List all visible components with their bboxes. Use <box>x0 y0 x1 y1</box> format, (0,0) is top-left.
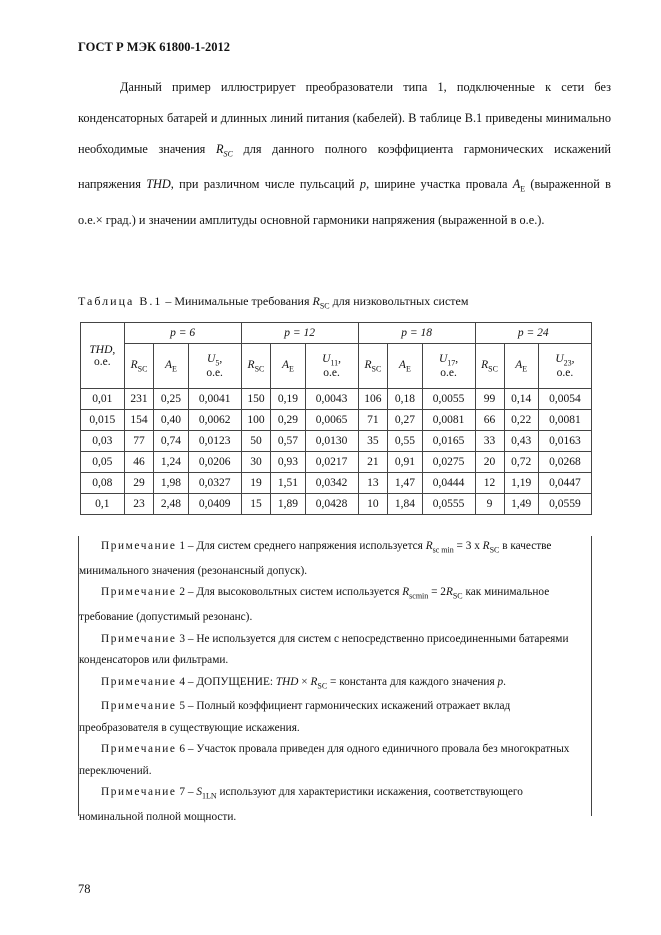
page-number: 78 <box>78 882 91 896</box>
table-row <box>81 452 592 473</box>
table-cell: 0,40 <box>154 410 188 431</box>
table-cell: 0,015 <box>81 410 125 431</box>
table-cell: 0,57 <box>271 431 305 452</box>
table-cell: 1,89 <box>271 494 305 515</box>
note-7: Примечание $7 - S_{1LN}$ используют для характеристики искажения, соответствующего номинальной полной мощности. <box>79 786 523 823</box>
table-cell: 0,0054 <box>538 389 591 410</box>
table-cell: 1,84 <box>388 494 422 515</box>
rsc-col-header: $R_{SC}$ <box>124 344 154 389</box>
table-cell: 0,27 <box>388 410 422 431</box>
notes-block <box>78 536 592 823</box>
table-cell: 100 <box>241 410 271 431</box>
table-cell: 1,24 <box>154 452 188 473</box>
table-cell: 1,19 <box>504 473 538 494</box>
table-cell: 50 <box>241 431 271 452</box>
ae-col-header: $A_E$ <box>154 344 188 389</box>
table-cell: 0,25 <box>154 389 188 410</box>
note-5: Примечание 5 – Полный коэффициент гармонических искажений отражает вклад преобразователя в существующие искажения. <box>79 700 511 734</box>
table-cell: 0,0041 <box>188 389 241 410</box>
ae-col-header: $A_E$ <box>271 344 305 389</box>
table-cell: 0,05 <box>81 452 125 473</box>
table-cell: 0,91 <box>388 452 422 473</box>
table-cell: 0,55 <box>388 431 422 452</box>
table-cell: 0,74 <box>154 431 188 452</box>
table-cell: 1,49 <box>504 494 538 515</box>
table-cell: 19 <box>241 473 271 494</box>
table-cell: 15 <box>241 494 271 515</box>
note-6: Примечание 6 – Участок провала приведен для одного единичного провала без многократных переключений. <box>79 743 570 777</box>
table-cell: 0,0559 <box>538 494 591 515</box>
rsc-col-header: $R_{SC}$ <box>358 344 388 389</box>
table-cell: 99 <box>475 389 504 410</box>
table-row <box>81 410 592 431</box>
table-cell: 0,0123 <box>188 431 241 452</box>
table-cell: 1,98 <box>154 473 188 494</box>
table-body <box>81 389 592 515</box>
table-cell: 21 <box>358 452 388 473</box>
requirements-table <box>80 322 592 515</box>
rsc-col-header: $R_{SC}$ <box>241 344 271 389</box>
note-3: Примечание 3 – Не используется для систем с непосредственно присоединенными батареями конденсаторов или фильтрами. <box>79 632 569 666</box>
table-cell: 35 <box>358 431 388 452</box>
table-cell: 0,0555 <box>422 494 475 515</box>
table-cell: 0,03 <box>81 431 125 452</box>
table-cell: 0,08 <box>81 473 125 494</box>
table-cell: 0,0163 <box>538 431 591 452</box>
table-cell: 23 <box>124 494 154 515</box>
table-cell: 0,0065 <box>305 410 358 431</box>
table-cell: 0,0062 <box>188 410 241 431</box>
table-cell: 0,29 <box>271 410 305 431</box>
table-cell: 0,1 <box>81 494 125 515</box>
table-row <box>81 473 592 494</box>
note-2: Примечание 2 – Для высоковольтных систем используется $R_{scmin} = 2R_{SC}$ как минимальное требование (допустимый резонанс). <box>79 586 550 623</box>
table-cell: 0,0327 <box>188 473 241 494</box>
table-cell: 30 <box>241 452 271 473</box>
ae-col-header: $A_E$ <box>388 344 422 389</box>
u23-col-header: $U_{23}$, о.е. <box>538 344 591 389</box>
group-header-p18: p = 18 <box>358 323 475 344</box>
table-cell: 0,19 <box>271 389 305 410</box>
table-cell: 0,18 <box>388 389 422 410</box>
table-cell: 106 <box>358 389 388 410</box>
table-cell: 1,47 <box>388 473 422 494</box>
u5-col-header: $U_5$, о.е. <box>188 344 241 389</box>
table-cell: 1,51 <box>271 473 305 494</box>
intro-paragraph: Данный пример иллюстрирует преобразователи типа 1, подключенные к сети без конденсаторных батарей и длинных линий питания (кабелей). В таблице В.1 приведены минимально необходимые значения $R_{SC}$ для данного полного коэффициента гармонических искажений напряжения THD, при различном числе пульсаций p, ширине участка провала $A_E$ (выраженной в о.е.× град.) и значении амплитуды основной гармоники напряжения (выраженной в о.е.). <box>78 80 611 227</box>
table-cell: 0,01 <box>81 389 125 410</box>
table-cell: 29 <box>124 473 154 494</box>
table-cell: 0,0409 <box>188 494 241 515</box>
table-cell: 77 <box>124 431 154 452</box>
table-cell: 71 <box>358 410 388 431</box>
table-cell: 0,0206 <box>188 452 241 473</box>
table-cell: 0,0043 <box>305 389 358 410</box>
table-cell: 20 <box>475 452 504 473</box>
table-cell: 0,93 <box>271 452 305 473</box>
table-cell: 154 <box>124 410 154 431</box>
note-4: Примечание 4 – ДОПУЩЕНИЕ: THD × $R_{SC}$ = константа для каждого значения p. <box>101 675 506 690</box>
table-cell: 0,0444 <box>422 473 475 494</box>
group-header-p12: p = 12 <box>241 323 358 344</box>
table-header-row-groups <box>81 323 592 344</box>
table-cell: 2,48 <box>154 494 188 515</box>
table-cell: 0,0342 <box>305 473 358 494</box>
group-header-p6: p = 6 <box>124 323 241 344</box>
rsc-col-header: $R_{SC}$ <box>475 344 504 389</box>
document-header: ГОСТ Р МЭК 61800-1-2012 <box>78 40 231 54</box>
thd-header-cell: THD, о.е. <box>81 323 125 389</box>
table-row <box>81 494 592 515</box>
u11-col-header: $U_{11}$, о.е. <box>305 344 358 389</box>
table-cell: 10 <box>358 494 388 515</box>
table-cell: 0,0130 <box>305 431 358 452</box>
table-cell: 66 <box>475 410 504 431</box>
table-row <box>81 431 592 452</box>
table-cell: 0,0165 <box>422 431 475 452</box>
table-cell: 0,0268 <box>538 452 591 473</box>
table-caption: Таблица В.1 – Минимальные требования $R_{SC}$ для низковольтных систем <box>78 294 469 311</box>
table-cell: 46 <box>124 452 154 473</box>
table-row <box>81 389 592 410</box>
table-cell: 12 <box>475 473 504 494</box>
table-cell: 0,0447 <box>538 473 591 494</box>
table-cell: 0,0275 <box>422 452 475 473</box>
table-header-row-columns <box>81 344 592 389</box>
table-cell: 0,0081 <box>422 410 475 431</box>
table-cell: 0,72 <box>504 452 538 473</box>
table-cell: 0,0428 <box>305 494 358 515</box>
table-cell: 0,0217 <box>305 452 358 473</box>
table-cell: 0,0055 <box>422 389 475 410</box>
u17-col-header: $U_{17}$, о.е. <box>422 344 475 389</box>
table-cell: 13 <box>358 473 388 494</box>
note-1: Примечание 1 – Для систем среднего напряжения используется $R_{sc min} = 3$ х $R_{SC}$ в качестве минимального значения (резонансный допуск). <box>79 540 552 577</box>
table-cell: 33 <box>475 431 504 452</box>
table-cell: 0,14 <box>504 389 538 410</box>
table-cell: 0,0081 <box>538 410 591 431</box>
table-cell: 150 <box>241 389 271 410</box>
ae-col-header: $A_E$ <box>504 344 538 389</box>
table-cell: 9 <box>475 494 504 515</box>
table-cell: 231 <box>124 389 154 410</box>
table-cell: 0,22 <box>504 410 538 431</box>
table-cell: 0,43 <box>504 431 538 452</box>
group-header-p24: p = 24 <box>475 323 591 344</box>
